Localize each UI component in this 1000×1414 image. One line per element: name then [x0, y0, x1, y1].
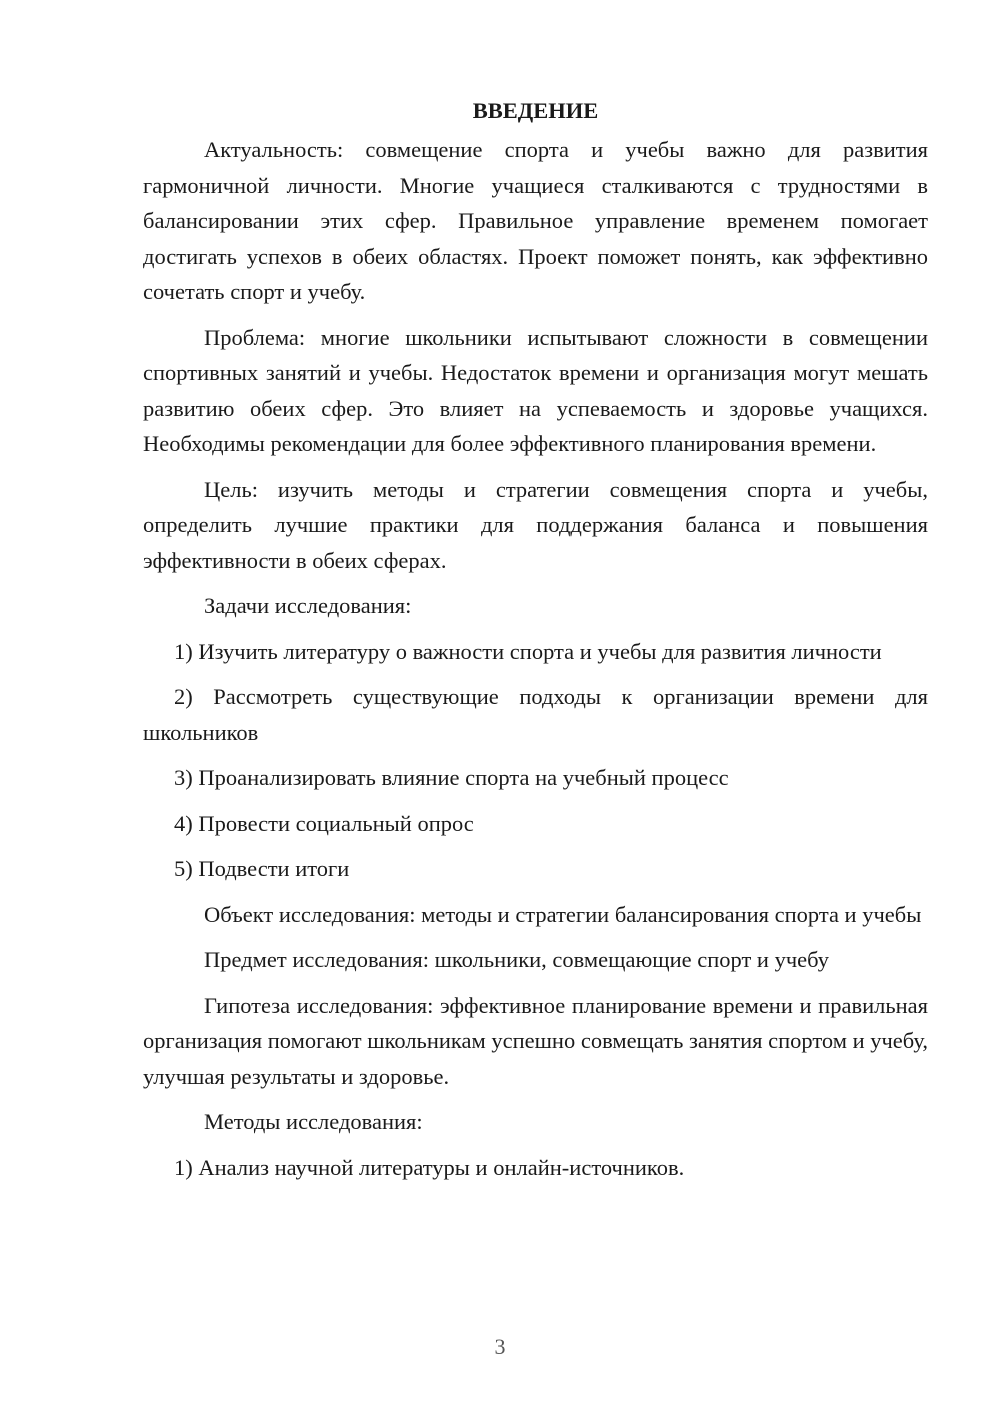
- document-page: [143, 96, 928, 1195]
- task-item-1: 1) Изучить литературу о важности спорта и учебы для развития личности: [174, 638, 882, 664]
- method-item-1: 1) Анализ научной литературы и онлайн-источников.: [174, 1154, 685, 1180]
- object-paragraph: Объект исследования: методы и стратегии балансирования спорта и учебы: [204, 901, 922, 927]
- task-item-3: 3) Проанализировать влияние спорта на учебный процесс: [174, 765, 729, 790]
- goal-paragraph: Цель: изучить методы и стратегии совмещения спорта и учебы, определить лучшие практики для поддержания баланса и повышения эффективности в обеих сферах.: [143, 476, 928, 573]
- tasks-title: Задачи исследования:: [204, 593, 412, 618]
- task-item-2: 2) Рассмотреть существующие подходы к организации времени для школьников: [143, 684, 928, 745]
- page-number: 3: [494, 1334, 506, 1359]
- subject-paragraph: Предмет исследования: школьники, совмещающие спорт и учебу: [204, 947, 829, 972]
- section-heading: ВВЕДЕНИЕ: [472, 98, 599, 123]
- problem-paragraph: Проблема: многие школьники испытывают сложности в совмещении спортивных занятий и учебы. Недостаток времени и организация могут мешать развитию обеих сфер. Это влияет на успеваемость и здоровье учащихся. Необходимы рекомендации для более эффективного планирования времени.: [143, 324, 928, 456]
- methods-title: Методы исследования:: [204, 1109, 423, 1134]
- task-item-5: 5) Подвести итоги: [174, 856, 350, 881]
- relevance-paragraph: Актуальность: совмещение спорта и учебы важно для развития гармоничной личности. Многие учащиеся сталкиваются с трудностями в балансировании этих сфер. Правильное управление временем помогает достигать успехов в обеих областях. Проект поможет понять, как эффективно сочетать спорт и учебу.: [143, 137, 928, 304]
- hypothesis-paragraph: Гипотеза исследования: эффективное планирование времени и правильная организация помогают школьникам успешно совмещать занятия спортом и учебу, улучшая результаты и здоровье.: [143, 992, 928, 1089]
- task-item-4: 4) Провести социальный опрос: [174, 810, 474, 836]
